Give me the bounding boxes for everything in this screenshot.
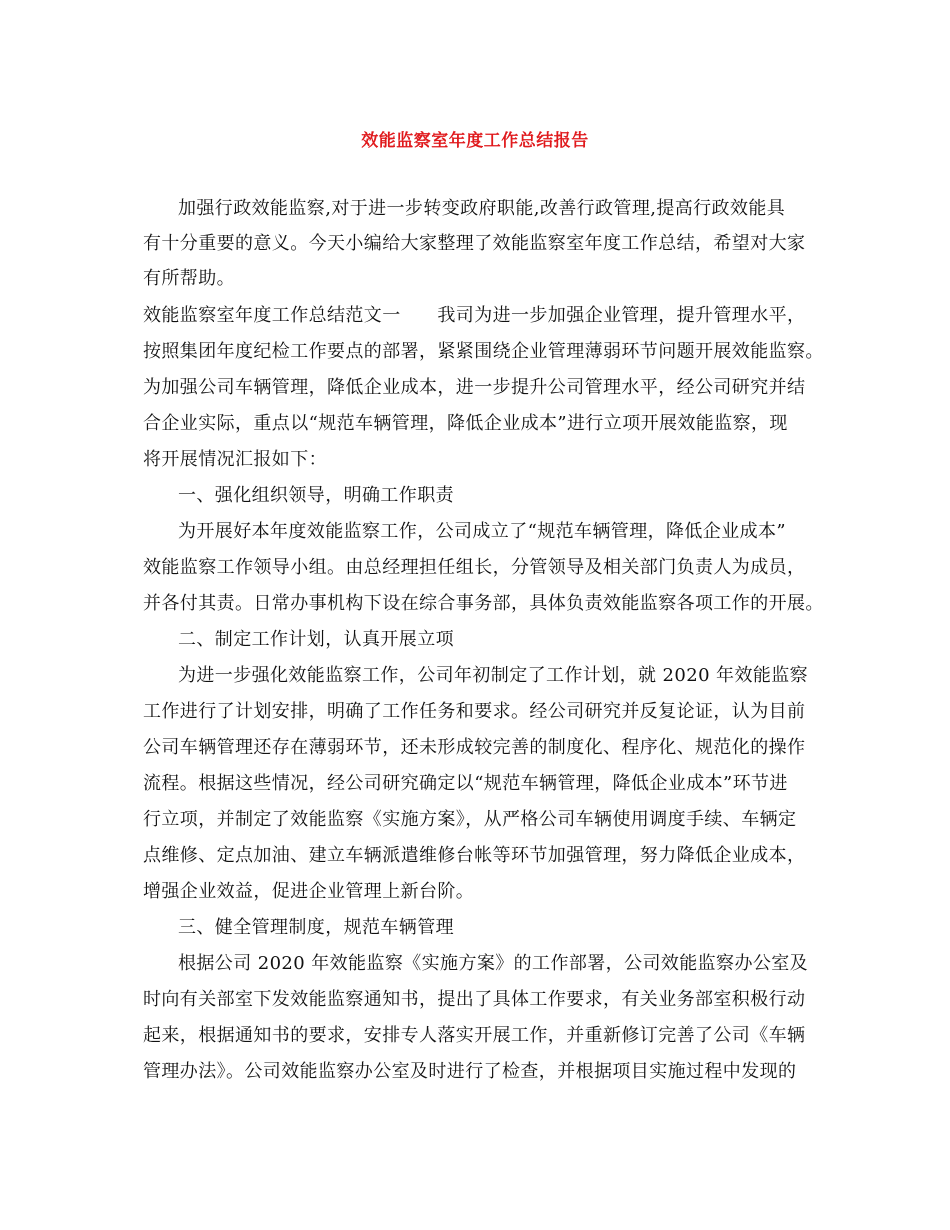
paragraph-line: 为进一步强化效能监察工作，公司年初制定了工作计划，就 2020 年效能监察 xyxy=(178,665,809,686)
paragraph-line: 为开展好本年度效能监察工作，公司成立了“规范车辆管理，降低企业成本” xyxy=(178,521,787,542)
document-title: 效能监察室年度工作总结报告 xyxy=(361,131,589,151)
paragraph-line: 效能监察工作领导小组。由总经理担任组长，分管领导及相关部门负责人为成员， xyxy=(143,557,806,578)
paragraph-line: 为加强公司车辆管理，降低企业成本，进一步提升公司管理水平，经公司研究并结 xyxy=(143,377,806,398)
paragraph-line: 效能监察室年度工作总结范文一 我司为进一步加强企业管理，提升管理水平， xyxy=(143,305,806,326)
paragraph-line: 起来，根据通知书的要求，安排专人落实开展工作，并重新修订完善了公司《车辆 xyxy=(143,1025,806,1046)
paragraph-line: 并各付其责。日常办事机构下设在综合事务部，具体负责效能监察各项工作的开展。 xyxy=(143,593,824,614)
paragraph-line: 管理办法》。公司效能监察办公室及时进行了检查，并根据项目实施过程中发现的 xyxy=(143,1061,797,1082)
section-heading: 二、制定工作计划，认真开展立项 xyxy=(178,629,454,650)
paragraph-line: 流程。根据这些情况，经公司研究确定以“规范车辆管理，降低企业成本”环节进 xyxy=(143,773,788,794)
paragraph-line: 合企业实际，重点以“规范车辆管理，降低企业成本”进行立项开展效能监察，现 xyxy=(143,413,788,434)
paragraph-line: 时向有关部室下发效能监察通知书，提出了具体工作要求，有关业务部室积极行动 xyxy=(143,989,806,1010)
paragraph-line: 有十分重要的意义。今天小编给大家整理了效能监察室年度工作总结，希望对大家 xyxy=(143,233,806,254)
paragraph-line: 有所帮助。 xyxy=(143,268,235,289)
paragraph-line: 行立项，并制定了效能监察《实施方案》，从严格公司车辆使用调度手续、车辆定 xyxy=(143,809,797,830)
paragraph-line: 按照集团年度纪检工作要点的部署，紧紧围绕企业管理薄弱环节问题开展效能监察。 xyxy=(143,341,824,362)
paragraph-line: 根据公司 2020 年效能监察《实施方案》的工作部署，公司效能监察办公室及 xyxy=(178,953,809,974)
paragraph-line: 工作进行了计划安排，明确了工作任务和要求。经公司研究并反复论证，认为目前 xyxy=(143,701,806,722)
section-heading: 一、强化组织领导，明确工作职责 xyxy=(178,485,454,506)
paragraph-line: 点维修、定点加油、建立车辆派遣维修台帐等环节加强管理，努力降低企业成本， xyxy=(143,845,806,866)
paragraph-line: 加强行政效能监察,对于进一步转变政府职能,改善行政管理,提高行政效能具 xyxy=(178,198,786,219)
paragraph-line: 公司车辆管理还存在薄弱环节，还未形成较完善的制度化、程序化、规范化的操作 xyxy=(143,737,806,758)
section-heading: 三、健全管理制度，规范车辆管理 xyxy=(178,917,454,938)
paragraph-line: 将开展情况汇报如下： xyxy=(143,449,327,470)
paragraph-line: 增强企业效益，促进企业管理上新台阶。 xyxy=(143,881,475,902)
